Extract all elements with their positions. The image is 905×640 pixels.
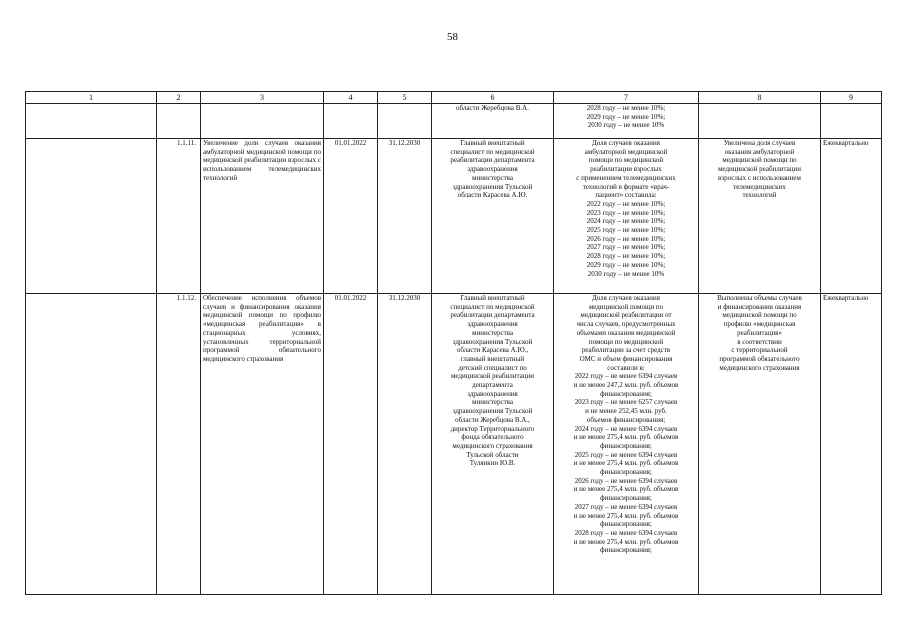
responsible-cell-line: Главный внештатный	[460, 139, 525, 147]
responsible-cell-line: медицинского страхования	[452, 441, 533, 450]
indicator-cell-line: амбулаторной медицинской	[584, 147, 668, 156]
responsible-cell-line: Главный внештатный	[460, 294, 525, 302]
indicator-cell-line: Доля случаев оказания	[591, 139, 661, 147]
result-cell-line: с территориальной	[731, 346, 788, 355]
indicator-cell-line: с применением телемедицинских	[576, 173, 676, 182]
responsible-cell	[432, 104, 554, 139]
indicator-cell-line: составили в:	[607, 363, 645, 372]
end-date-cell	[378, 104, 432, 139]
result-cell-line: Увеличена доля случаев	[723, 139, 796, 147]
result-cell	[699, 294, 821, 595]
table-row	[26, 139, 882, 294]
responsible-cell-line: министерства	[472, 173, 513, 182]
result-cell-line: медицинского страхования	[719, 363, 800, 372]
indicator-cell-line: пациент» составила:	[595, 191, 657, 200]
indicator-cell-line: и не менее 275,4 млн. руб. объемов	[573, 459, 679, 468]
table-header-row	[26, 92, 882, 104]
indicator-cell-line: 2027 году – не менее 10%;	[586, 243, 666, 252]
indicator-cell-line: числа случаев, предусмотренных	[576, 320, 676, 329]
indicator-cell-line: ОМС и объем финансирования	[579, 354, 673, 363]
responsible-cell-line: здравоохранения	[467, 165, 518, 174]
end-date-cell: 31.12.2030	[378, 139, 432, 294]
indicator-cell-line: 2029 году – не менее 10%;	[586, 112, 666, 121]
indicator-cell-line: помощи по медицинской	[588, 156, 664, 165]
responsible-cell-line: здравоохранения Тульской	[452, 182, 533, 191]
indicator-cell-line: финансирования;	[600, 546, 652, 555]
indicator-cell-line: 2026 году – не менее 6394 случаев	[574, 476, 678, 485]
responsible-cell-line: Тульской области	[466, 450, 519, 459]
responsible-cell-line: министерства	[472, 398, 513, 407]
indicator-cell	[554, 139, 699, 294]
header-cell: 5	[378, 92, 432, 104]
indicator-cell-line: объемов финансирования;	[586, 415, 666, 424]
result-cell-line: Выполнены объемы случаев	[717, 294, 802, 302]
responsible-cell-line: детский специалист по	[458, 363, 527, 372]
responsible-cell-line: области Карасева А.Ю.,	[456, 346, 529, 355]
indicator-cell-line: финансирования;	[600, 520, 652, 529]
responsible-cell-line: специалист по медицинской	[450, 147, 535, 156]
start-date-cell: 01.01.2022	[324, 139, 378, 294]
indicator-cell-line: объемами оказания медицинской	[576, 328, 676, 337]
indicator-cell-line: 2022 году – не менее 10%;	[586, 199, 666, 208]
indicator-cell-line: медицинской реабилитации от	[580, 311, 672, 320]
responsible-cell-line: реабилитации департамента	[450, 311, 535, 320]
responsible-cell-line: специалист по медицинской	[450, 302, 535, 311]
indicator-cell-line: и не менее 275,4 млн. руб. объемов	[573, 537, 679, 546]
indicator-cell-line: 2030 году – не менее 10%	[587, 269, 665, 278]
responsible-cell-line: департамента	[472, 381, 513, 390]
result-cell	[699, 139, 821, 294]
header-cell: 3	[201, 92, 324, 104]
result-cell-line: медицинской реабилитации	[718, 165, 801, 174]
measure-text-cell: Увеличение доли случаев оказания амбулаторной медицинской помощи по медицинской реабилитации взрослых с использованием телемедицинских технологий	[201, 139, 324, 294]
responsible-cell-line: области Жеребцова В.А.	[456, 104, 529, 112]
responsible-cell-line: директор Территориального	[450, 424, 535, 433]
indicator-cell-line: и не менее 247,2 млн. руб. объемов	[573, 381, 679, 390]
indicator-cell-line: финансирования;	[600, 389, 652, 398]
indicator-cell-line: помощи по медицинской	[588, 337, 664, 346]
header-cell: 8	[699, 92, 821, 104]
responsible-cell	[432, 139, 554, 294]
indicator-cell-line: финансирования;	[600, 494, 652, 503]
blank-cell	[26, 104, 157, 139]
indicator-cell-line: и не менее 252,45 млн. руб.	[585, 407, 667, 416]
indicator-cell-line: и не менее 275,4 млн. руб. объемов	[573, 511, 679, 520]
blank-cell	[26, 139, 157, 294]
header-cell: 2	[157, 92, 201, 104]
responsible-cell-line: области Жеребцова В.А.,	[455, 415, 530, 424]
result-cell-line: медицинской помощи по	[722, 156, 797, 165]
responsible-cell-line: главный внештатный	[460, 354, 525, 363]
indicator-cell	[554, 294, 699, 595]
indicator-cell-line: Доля случаев оказания	[591, 294, 661, 302]
indicator-cell-line: реабилитации за счет средств	[581, 346, 671, 355]
start-date-cell: 01.01.2022	[324, 294, 378, 595]
header-cell: 9	[821, 92, 882, 104]
header-cell: 4	[324, 92, 378, 104]
end-date-cell: 31.12.2030	[378, 294, 432, 595]
indicator-cell-line: и не менее 275,4 млн. руб. объемов	[573, 433, 679, 442]
indicator-cell-line: реабилитации взрослых	[590, 165, 662, 174]
indicator-cell-line: 2026 году – не менее 10%;	[586, 234, 666, 243]
indicator-cell-line: 2023 году – не менее 6257 случаев	[574, 398, 678, 407]
indicator-cell-line: финансирования;	[600, 441, 652, 450]
indicator-cell-line: 2025 году – не менее 6394 случаев	[574, 450, 678, 459]
start-date-cell	[324, 104, 378, 139]
responsible-cell-line: министерства	[472, 328, 513, 337]
indicator-cell-line: 2024 году – не менее 6394 случаев	[574, 424, 678, 433]
indicator-cell-line: финансирования;	[600, 468, 652, 477]
result-cell	[699, 104, 821, 139]
indicator-cell-line: 2022 году – не менее 6394 случаев	[574, 372, 678, 381]
table-row	[26, 294, 882, 595]
indicator-cell-line: и не менее 275,4 млн. руб. объемов	[573, 485, 679, 494]
indicator-cell-line: 2027 году – не менее 6394 случаев	[574, 502, 678, 511]
indicator-cell	[554, 104, 699, 139]
result-cell-line: реабилитация»	[737, 328, 782, 337]
item-number-cell: 1.1.11.	[157, 139, 201, 294]
header-cell: 1	[26, 92, 157, 104]
result-cell-line: взрослых с использованием	[718, 173, 801, 182]
responsible-cell-line: медицинской реабилитации	[451, 372, 534, 381]
item-number-cell: 1.1.12.	[157, 294, 201, 595]
indicator-cell-line: технологий в формате «врач-	[582, 182, 670, 191]
indicator-cell-line: 2028 году – не менее 10%;	[586, 252, 666, 261]
indicator-cell-line: 2024 году – не менее 10%;	[586, 217, 666, 226]
result-cell-line: программой обязательного	[719, 354, 800, 363]
table-row	[26, 104, 882, 139]
indicator-cell-line: 2025 году – не менее 10%;	[586, 226, 666, 235]
indicator-cell-line: медицинской помощи по	[588, 302, 664, 311]
page-number: 58	[447, 31, 458, 43]
period-cell: Ежеквартально	[821, 139, 882, 294]
measure-text-cell	[201, 104, 324, 139]
responsible-cell-line: здравоохранения Тульской	[452, 337, 533, 346]
responsible-cell-line: области Карасева А.Ю.	[457, 191, 528, 200]
indicator-cell-line: 2023 году – не менее 10%;	[586, 208, 666, 217]
indicator-cell-line: 2030 году – не менее 10%	[587, 121, 665, 130]
period-cell	[821, 104, 882, 139]
result-cell-line: и финансирования оказания	[717, 302, 802, 311]
result-cell-line: телемедицинских	[733, 182, 786, 191]
result-cell-line: оказания амбулаторной	[724, 147, 795, 156]
responsible-cell-line: здравоохранения	[467, 320, 518, 329]
responsible-cell-line: здравоохранения	[467, 389, 518, 398]
indicator-cell-line: 2028 году – не менее 6394 случаев	[574, 528, 678, 537]
responsible-cell-line: фонда обязательного	[461, 433, 524, 442]
period-cell: Ежеквартально	[821, 294, 882, 595]
header-cell: 7	[554, 92, 699, 104]
responsible-cell-line: Тулянкин Ю.В.	[469, 459, 516, 468]
blank-cell	[26, 294, 157, 595]
responsible-cell-line: здравоохранения Тульской	[452, 407, 533, 416]
result-cell-line: профилю «медицинская	[723, 320, 796, 329]
plan-table	[25, 91, 882, 595]
responsible-cell	[432, 294, 554, 595]
indicator-cell-line: 2028 году – не менее 10%;	[586, 104, 666, 112]
result-cell-line: технологий	[742, 191, 777, 200]
measure-text-cell: Обеспечение исполнения объемов случаев и финансирования оказания медицинской помощи по профилю «медицинская реабилитация» в стационарных условиях, установленных территориальной программой обязательного медицинского страхования	[201, 294, 324, 595]
responsible-cell-line: реабилитации департамента	[450, 156, 535, 165]
result-cell-line: в соответствии	[737, 337, 782, 346]
item-number-cell	[157, 104, 201, 139]
result-cell-line: медицинской помощи по	[722, 311, 797, 320]
indicator-cell-line: 2029 году – не менее 10%;	[586, 260, 666, 269]
header-cell: 6	[432, 92, 554, 104]
